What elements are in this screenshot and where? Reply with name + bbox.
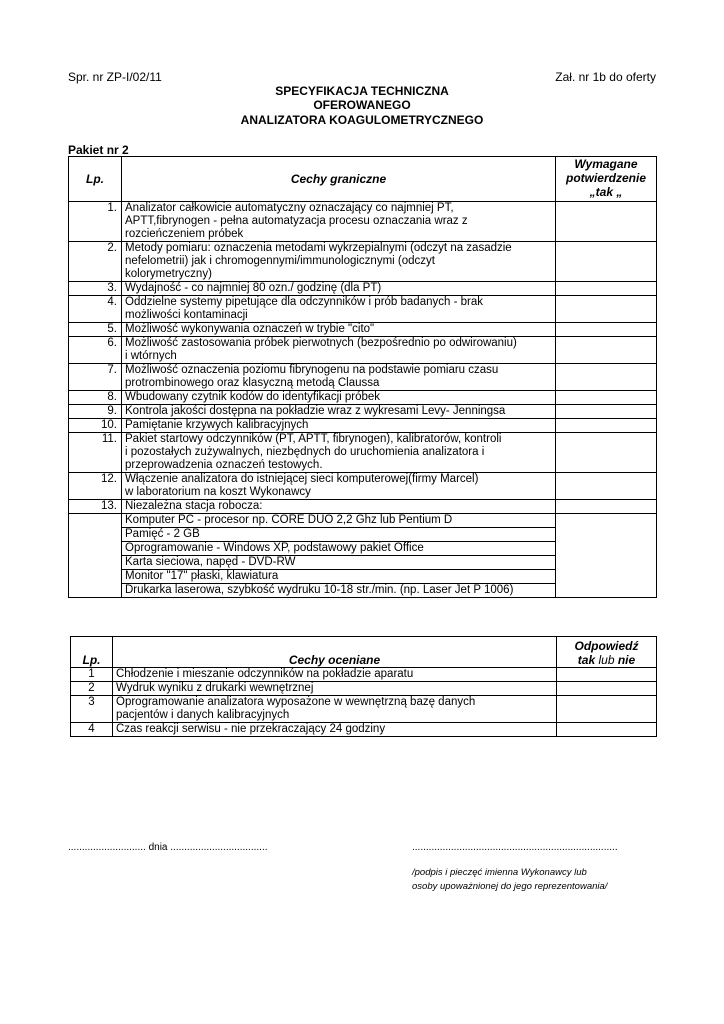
cell-text-line: Czas reakcji serwisu - nie przekraczający 24 godziny bbox=[116, 723, 386, 735]
table-row bbox=[69, 323, 657, 337]
table-row bbox=[71, 723, 657, 737]
answer-cell bbox=[556, 242, 657, 282]
row-description bbox=[122, 500, 556, 514]
row-description bbox=[122, 405, 556, 419]
wymagane-line-1: Wymagane bbox=[574, 157, 638, 171]
row-description bbox=[122, 364, 556, 391]
odpowiedz-line-2 bbox=[560, 653, 653, 667]
table-row bbox=[71, 668, 657, 682]
column-header-lp: Lp. bbox=[71, 637, 113, 668]
row-number: 3 bbox=[71, 696, 113, 723]
table-row bbox=[69, 419, 657, 433]
answer-cell bbox=[556, 202, 657, 242]
answer-cell bbox=[556, 337, 657, 364]
signature-note bbox=[412, 866, 607, 894]
row-description bbox=[122, 202, 556, 242]
row-description bbox=[113, 696, 557, 723]
cell-text-line: Metody pomiaru: oznaczenia metodami wykrzepialnymi (odczyt na zasadzie bbox=[125, 242, 512, 254]
cell-text-line: Wbudowany czytnik kodów do identyfikacji próbek bbox=[125, 391, 381, 403]
wymagane-line-3: „tak „ bbox=[589, 185, 623, 199]
answer-cell bbox=[556, 419, 657, 433]
workstation-item: Pamięć - 2 GB bbox=[122, 528, 556, 542]
cell-text-line: Wydajność - co najmniej 80 ozn./ godzinę (dla PT) bbox=[125, 282, 382, 294]
row-number: 8. bbox=[69, 391, 122, 405]
workstation-item: Oprogramowanie - Windows XP, podstawowy pakiet Office bbox=[122, 542, 556, 556]
document-title-line-2: OFEROWANEGO bbox=[313, 98, 411, 112]
row-description bbox=[122, 473, 556, 500]
boundary-features-table bbox=[68, 156, 657, 598]
cell-text-line: Wydruk wyniku z drukarki wewnętrznej bbox=[116, 682, 314, 694]
evaluated-features-table bbox=[70, 636, 657, 737]
row-description bbox=[122, 282, 556, 296]
document-title-line-3: ANALIZATORA KOAGULOMETRYCZNEGO bbox=[240, 113, 484, 127]
row-number: 4. bbox=[69, 296, 122, 323]
cell-text-line: APTT,fibrynogen - pełna automatyzacja procesu oznaczania wraz z bbox=[125, 215, 468, 227]
row-number: 3. bbox=[69, 282, 122, 296]
column-header-cechy: Cechy graniczne bbox=[122, 157, 556, 202]
cell-text-line: i pozostałych zużywalnych, niezbędnych do uruchomienia analizatora i bbox=[125, 446, 485, 458]
table-row bbox=[69, 433, 657, 473]
row-number: 2. bbox=[69, 242, 122, 282]
odp-tak: tak bbox=[577, 653, 596, 667]
row-number: 5. bbox=[69, 323, 122, 337]
cell-text-line: Oddzielne systemy pipetujące dla odczynników i prób badanych - brak bbox=[125, 296, 483, 308]
row-number: 6. bbox=[69, 337, 122, 364]
answer-cell bbox=[556, 391, 657, 405]
date-line: ............................ dnia ................................... bbox=[68, 842, 268, 853]
row-number: 11. bbox=[69, 433, 122, 473]
answer-cell bbox=[556, 364, 657, 391]
cell-text-line: Chłodzenie i mieszanie odczynników na pokładzie aparatu bbox=[116, 668, 414, 680]
signature-line: .......................................................................... bbox=[412, 842, 618, 853]
odp-nie: nie bbox=[617, 653, 636, 667]
answer-cell bbox=[557, 668, 657, 682]
cell-text-line: Pakiet startowy odczynników (PT, APTT, fibrynogen), kalibratorów, kontroli bbox=[125, 433, 502, 445]
answer-cell bbox=[556, 473, 657, 500]
cell-text-line: Analizator całkowicie automatyczny oznaczający co najmniej PT, bbox=[125, 202, 454, 214]
table-row bbox=[69, 514, 657, 528]
cell-text-line: Pamiętanie krzywych kalibracyjnych bbox=[125, 419, 309, 431]
cell-text-line: Możliwość wykonywania oznaczeń w trybie "cito" bbox=[125, 323, 375, 335]
table-row bbox=[69, 202, 657, 242]
document-title-line-1: SPECYFIKACJA TECHNICZNA bbox=[275, 84, 449, 98]
cell-text-line: protrombinowego oraz klasyczną metodą Claussa bbox=[125, 377, 380, 389]
odpowiedz-line-1: Odpowiedź bbox=[574, 639, 639, 653]
package-label: Pakiet nr 2 bbox=[68, 143, 129, 157]
cell-text-line: w laboratorium na koszt Wykonawcy bbox=[125, 486, 311, 498]
answer-cell bbox=[556, 405, 657, 419]
row-description bbox=[122, 323, 556, 337]
answer-cell bbox=[556, 282, 657, 296]
row-description bbox=[122, 419, 556, 433]
answer-cell bbox=[556, 433, 657, 473]
column-header-lp: Lp. bbox=[69, 157, 122, 202]
table-row bbox=[69, 473, 657, 500]
row-description bbox=[113, 723, 557, 737]
column-header-odpowiedz bbox=[557, 637, 657, 668]
cell-text-line: przeprowadzenia oznaczeń testowych. bbox=[125, 459, 323, 471]
cell-text-line: Kontrola jakości dostępna na pokładzie wraz z wykresami Levy- Jenningsa bbox=[125, 405, 506, 417]
row-number: 7. bbox=[69, 364, 122, 391]
column-header-wymagane bbox=[556, 157, 657, 202]
wymagane-line-2: potwierdzenie bbox=[565, 171, 646, 185]
row-number: 1 bbox=[71, 668, 113, 682]
signature-note-line-1: /podpis i pieczęć imienna Wykonawcy lub bbox=[412, 867, 587, 878]
answer-cell bbox=[557, 696, 657, 723]
row-number: 2 bbox=[71, 682, 113, 696]
cell-text-line: nefelometrii) jak i chromogennymi/immunologicznymi (odczyt bbox=[125, 255, 435, 267]
row-number: 1. bbox=[69, 202, 122, 242]
row-description bbox=[122, 391, 556, 405]
answer-cell bbox=[557, 682, 657, 696]
row-description bbox=[122, 337, 556, 364]
answer-cell bbox=[556, 514, 657, 598]
row-number: 13. bbox=[69, 500, 122, 514]
table-row bbox=[71, 682, 657, 696]
row-description bbox=[122, 242, 556, 282]
cell-text-line: Niezależna stacja robocza: bbox=[125, 500, 263, 512]
cell-text-line: możliwości kontaminacji bbox=[125, 309, 248, 321]
workstation-item: Monitor "17" płaski, klawiatura bbox=[122, 570, 556, 584]
cell-text-line: kolorymetryczny) bbox=[125, 268, 212, 280]
answer-cell bbox=[556, 296, 657, 323]
odp-lub: lub bbox=[598, 653, 615, 667]
table-row bbox=[69, 364, 657, 391]
table-row bbox=[69, 337, 657, 364]
table-row bbox=[71, 696, 657, 723]
signature-note-line-2: osoby upoważnionej do jego reprezentowania/ bbox=[412, 881, 608, 892]
row-number-empty bbox=[69, 514, 122, 598]
table-row bbox=[69, 391, 657, 405]
row-number: 9. bbox=[69, 405, 122, 419]
workstation-item: Drukarka laserowa, szybkość wydruku 10-18 str./min. (np. Laser Jet P 1006) bbox=[122, 584, 556, 598]
attachment-number: Zał. nr 1b do oferty bbox=[555, 70, 656, 84]
row-description bbox=[113, 668, 557, 682]
cell-text-line: Włączenie analizatora do istniejącej sieci komputerowej(firmy Marcel) bbox=[125, 473, 479, 485]
row-description bbox=[113, 682, 557, 696]
row-number: 4 bbox=[71, 723, 113, 737]
table-header-row bbox=[71, 637, 657, 668]
cell-text-line: rozcieńczeniem próbek bbox=[125, 228, 244, 240]
row-number: 12. bbox=[69, 473, 122, 500]
cell-text-line: Możliwość zastosowania próbek pierwotnych (bezpośrednio po odwirowaniu) bbox=[125, 337, 517, 349]
table-row bbox=[69, 242, 657, 282]
answer-cell bbox=[556, 500, 657, 514]
reference-number: Spr. nr ZP-I/02/11 bbox=[68, 70, 162, 84]
cell-text-line: Oprogramowanie analizatora wyposażone w wewnętrzną bazę danych bbox=[116, 696, 476, 708]
table-row bbox=[69, 282, 657, 296]
table-row bbox=[69, 405, 657, 419]
workstation-item: Komputer PC - procesor np. CORE DUO 2,2 Ghz lub Pentium D bbox=[122, 514, 556, 528]
row-number: 10. bbox=[69, 419, 122, 433]
answer-cell bbox=[557, 723, 657, 737]
workstation-item: Karta sieciowa, napęd - DVD-RW bbox=[122, 556, 556, 570]
row-description bbox=[122, 433, 556, 473]
cell-text-line: pacjentów i danych kalibracyjnych bbox=[116, 709, 290, 721]
column-header-cechy: Cechy oceniane bbox=[113, 637, 557, 668]
table-row bbox=[69, 296, 657, 323]
table-row bbox=[69, 500, 657, 514]
cell-text-line: Możliwość oznaczenia poziomu fibrynogenu na podstawie pomiaru czasu bbox=[125, 364, 499, 376]
answer-cell bbox=[556, 323, 657, 337]
row-description bbox=[122, 296, 556, 323]
table-header-row bbox=[69, 157, 657, 202]
cell-text-line: i wtórnych bbox=[125, 350, 177, 362]
